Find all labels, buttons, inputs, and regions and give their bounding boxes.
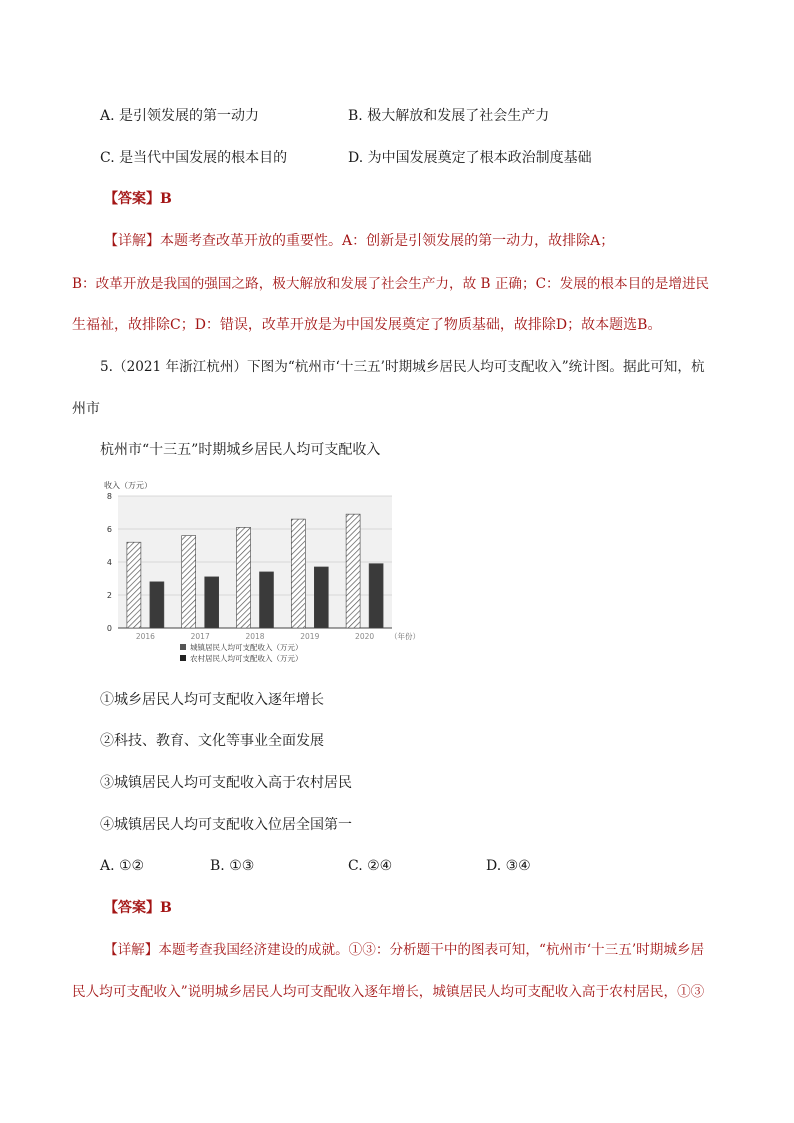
y-tick-label: 4 xyxy=(106,558,112,567)
x-tick-label: 2018 xyxy=(245,632,265,641)
bar-rural-2019 xyxy=(314,567,328,628)
q5-item-2: ②科技、教育、文化等事业全面发展 xyxy=(100,733,324,749)
income-bar-chart xyxy=(98,476,420,671)
q5-choice-c: C. ②④ xyxy=(348,858,393,874)
legend-label: 城镇居民人均可支配收入（万元） xyxy=(190,643,303,652)
y-tick-label: 0 xyxy=(106,624,112,633)
q4-option-c: C. 是当代中国发展的根本目的 xyxy=(100,150,288,166)
q5-item-3: ③城镇居民人均可支配收入高于农村居民 xyxy=(100,775,352,791)
legend-swatch xyxy=(180,644,186,650)
y-axis-label: 收入（万元） xyxy=(104,481,152,490)
legend-label: 农村居民人均可支配收入（万元） xyxy=(190,654,303,663)
x-tick-label: 2019 xyxy=(300,632,320,641)
bar-urban-2019 xyxy=(291,519,305,628)
bar-urban-2016 xyxy=(127,542,141,628)
q5-item-1: ①城乡居民人均可支配收入逐年增长 xyxy=(100,692,324,708)
x-tick-label: 2020 xyxy=(355,632,375,641)
q5-answer: 【答案】B xyxy=(104,900,172,916)
bar-urban-2020 xyxy=(346,514,360,628)
legend-swatch xyxy=(180,655,186,661)
bar-urban-2017 xyxy=(182,536,196,628)
q5-stem-line-2: 州市 xyxy=(72,401,100,417)
bar-urban-2018 xyxy=(237,527,251,628)
q5-detail-line-1: 【详解】本题考查我国经济建设的成就。①③：分析题干中的图表可知，“杭州市‘十三五’时期城乡居 xyxy=(104,942,705,958)
chart-svg xyxy=(98,476,420,671)
q5-detail-line-2: 民人均可支配收入”说明城乡居民人均可支配收入逐年增长，城镇居民人均可支配收入高于农村居民，①③ xyxy=(72,984,705,1000)
q5-choice-d: D. ③④ xyxy=(486,858,531,874)
q5-item-4: ④城镇居民人均可支配收入位居全国第一 xyxy=(100,817,352,833)
q5-choice-a: A. ①② xyxy=(100,858,145,874)
y-tick-label: 6 xyxy=(106,525,112,534)
q4-option-a: A. 是引领发展的第一动力 xyxy=(100,108,260,124)
x-tick-label: 2017 xyxy=(190,632,210,641)
bar-rural-2018 xyxy=(260,572,274,628)
bar-rural-2017 xyxy=(205,577,219,628)
q5-stem-line-1: 5.（2021 年浙江杭州）下图为“杭州市‘十三五’时期城乡居民人均可支配收入”统计图。据此可知，杭 xyxy=(100,359,705,375)
q4-option-b: B. 极大解放和发展了社会生产力 xyxy=(348,108,550,124)
x-axis-label: （年份） xyxy=(390,632,420,641)
q5-choice-b: B. ①③ xyxy=(210,858,255,874)
bar-rural-2016 xyxy=(150,582,164,628)
q4-answer: 【答案】B xyxy=(104,191,172,207)
q4-detail-line-2: B：改革开放是我国的强国之路，极大解放和发展了社会生产力，故 B 正确；C：发展的根本目的是增进民 xyxy=(72,276,710,292)
y-tick-label: 2 xyxy=(106,591,112,600)
q4-option-d: D. 为中国发展奠定了根本政治制度基础 xyxy=(348,150,592,166)
q4-detail-line-1: 【详解】本题考查改革开放的重要性。A：创新是引领发展的第一动力，故排除A； xyxy=(104,233,615,249)
q4-detail-line-3: 生福祉，故排除C；D：错误，改革开放是为中国发展奠定了物质基础，故排除D；故本题选B。 xyxy=(72,317,662,333)
chart-caption: 杭州市“十三五”时期城乡居民人均可支配收入 xyxy=(100,442,381,458)
bar-rural-2020 xyxy=(369,564,383,628)
y-tick-label: 8 xyxy=(106,492,112,501)
x-tick-label: 2016 xyxy=(135,632,155,641)
